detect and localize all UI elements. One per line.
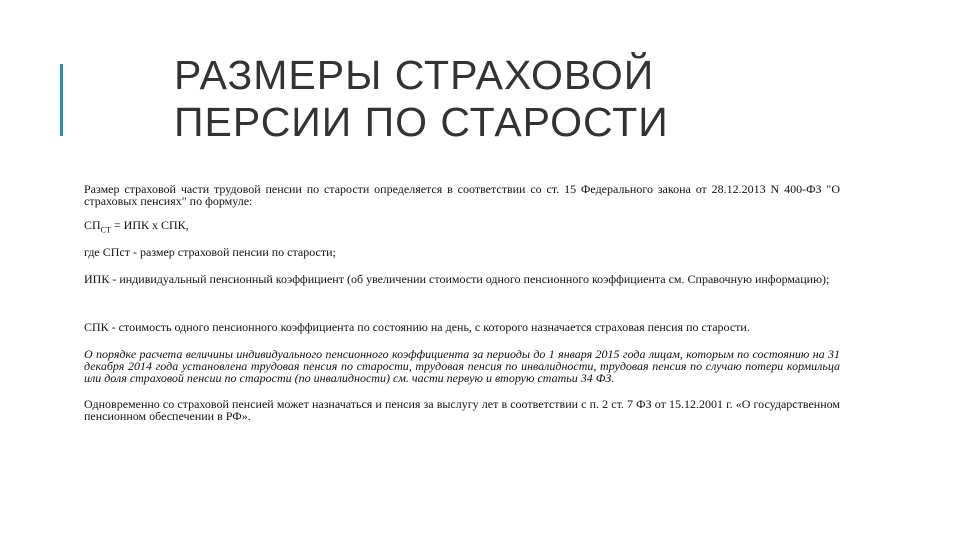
slide-title <box>174 52 874 146</box>
definition-spst: где СПст - размер страховой пенсии по старости; <box>84 245 336 259</box>
formula-paragraph <box>84 218 840 235</box>
title-accent-bar <box>60 64 63 136</box>
formula-lhs: СП <box>84 218 101 232</box>
slide-body <box>84 183 840 422</box>
formula-rhs: = ИПК х СПК, <box>110 218 189 232</box>
intro-paragraph: Размер страховой части трудовой пенсии по старости определяется в соответствии со ст. 15 Федерального закона от 28.12.2013 N 400-ФЗ "О страховых пенсиях" по формуле: <box>84 182 840 208</box>
slide-title-line-2: ПЕРСИИ ПО СТАРОСТИ <box>174 99 669 145</box>
definition-ipk: ИПК - индивидуальный пенсионный коэффициент (об увеличении стоимости одного пенсионного коэффициента см. Справочную информацию); <box>84 272 830 286</box>
slide-title-line-1: РАЗМЕРЫ СТРАХОВОЙ <box>174 52 655 98</box>
definition-spk: СПК - стоимость одного пенсионного коэффициента по состоянию на день, с которого назначается страховая пенсия по старости. <box>84 320 750 334</box>
formula-subscript: СТ <box>100 225 111 235</box>
long-service-pension-paragraph: Одновременно со страховой пенсией может назначаться и пенсия за выслугу лет в соответствии с п. 2 ст. 7 ФЗ от 15.12.2001 г. «О государственном пенсионном обеспечении в РФ». <box>84 397 840 423</box>
calculation-note-italic: О порядке расчета величины индивидуального пенсионного коэффициента за периоды до 1 января 2015 года лицам, которым по состоянию на 31 декабря 2014 года установлена трудовая пенсия по старости, трудовая пенсия по инвалидности, трудовая пенсия по случаю потери кормильца или доля страховой пенсии по старости (по инвалидности) см. части первую и вторую статьи 34 ФЗ. <box>84 347 840 385</box>
